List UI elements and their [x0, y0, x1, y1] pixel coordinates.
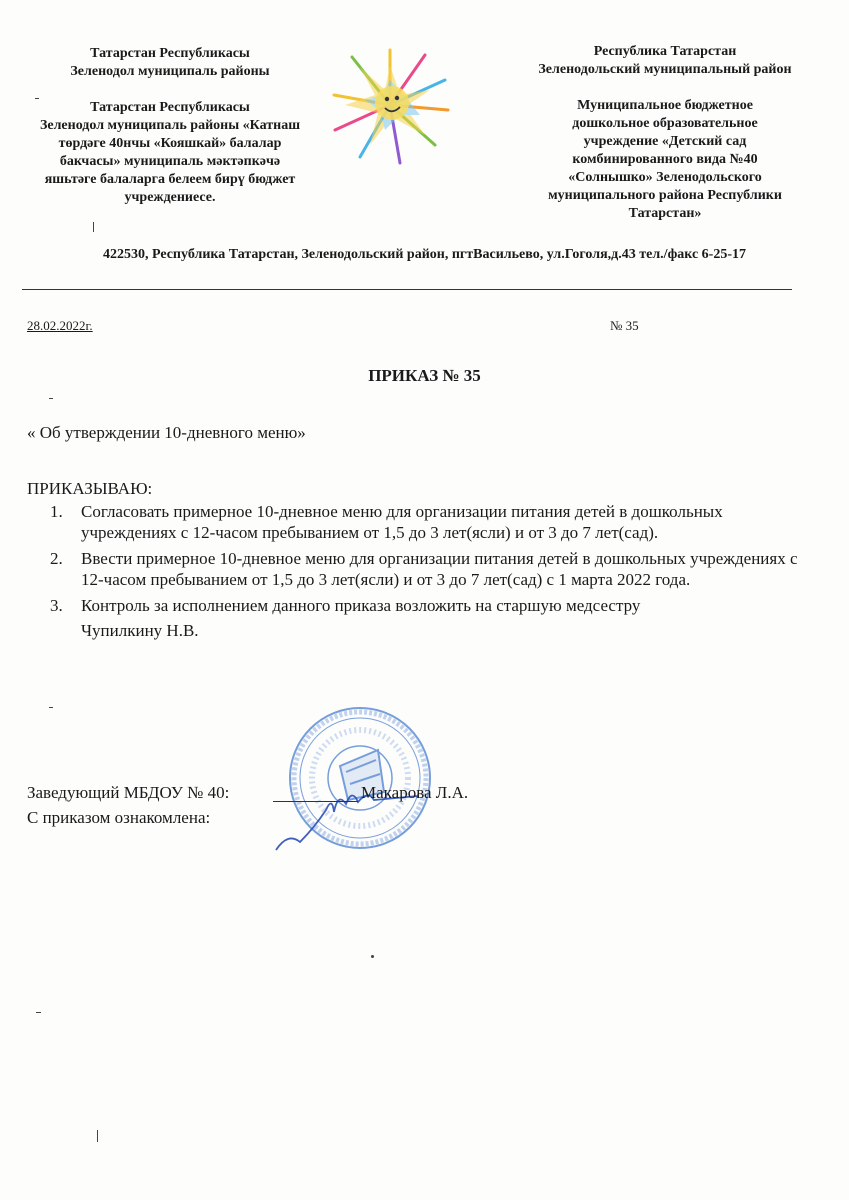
- acknowledged-label: С приказом ознакомлена:: [27, 808, 211, 827]
- scan-speck: [49, 398, 53, 399]
- right-line: Муниципальное бюджетное: [577, 98, 753, 113]
- official-stamp: [268, 700, 438, 860]
- sun-logo: [330, 45, 450, 165]
- order-items-list: [47, 501, 817, 646]
- right-line: Татарстан»: [628, 206, 702, 221]
- list-item: [47, 595, 817, 641]
- item-continuation: Чупилкину Н.В.: [81, 621, 199, 640]
- right-line: дошкольное образовательное: [572, 116, 758, 131]
- item-number: 1.: [50, 502, 63, 521]
- right-line: учреждение «Детский сад: [583, 134, 747, 149]
- document-number: № 35: [610, 318, 639, 333]
- header-left-tatar: [20, 45, 320, 207]
- item-text: Контроль за исполнением данного приказа возложить на старшую медсестру: [81, 596, 641, 615]
- list-item: [47, 548, 817, 590]
- left-line: төрдәге 40нчы «Кояшкай» балалар: [58, 136, 282, 151]
- list-item: [47, 501, 817, 543]
- scan-speck: [93, 222, 94, 232]
- right-line: муниципального района Республики: [548, 188, 782, 203]
- signature-line: [273, 801, 358, 802]
- scan-speck: [97, 1130, 98, 1142]
- left-line: Зеленодол муниципаль районы: [70, 64, 270, 79]
- right-line: «Солнышко» Зеленодольского: [568, 170, 762, 185]
- document-date: 28.02.2022г.: [27, 318, 93, 333]
- item-number: 3.: [50, 596, 63, 615]
- header-right-russian: [505, 43, 825, 223]
- head-label: Заведующий МБДОУ № 40:: [27, 783, 230, 802]
- header-divider: [22, 289, 792, 290]
- right-line: Зеленодольский муниципальный район: [538, 62, 792, 77]
- order-word: ПРИКАЗЫВАЮ:: [27, 479, 153, 498]
- left-line: Татарстан Республикасы: [90, 46, 250, 61]
- left-line: Татарстан Республикасы: [90, 100, 250, 115]
- scan-speck: [36, 1012, 41, 1013]
- head-name: Макарова Л.А.: [361, 783, 469, 802]
- scan-speck: [49, 707, 53, 708]
- item-number: 2.: [50, 549, 63, 568]
- item-text: Ввести примерное 10-дневное меню для организации питания детей в дошкольных учреждениях с 12-часом пребыванием от 1,5 до 3 лет(ясли) и от 3 до 7 лет(сад) с 1 марта 2022 года.: [81, 549, 798, 589]
- document-subject: « Об утверждении 10-дневного меню»: [27, 423, 306, 442]
- address-line: 422530, Республика Татарстан, Зеленодольский район, пгтВасильево, ул.Гоголя,д.43 тел./факс 6-25-17: [102, 247, 747, 262]
- left-line: учреждениесе.: [124, 190, 216, 205]
- scan-speck: [35, 98, 39, 99]
- left-line: яшьтәге балаларга белеем бирү бюджет: [44, 172, 296, 187]
- document-title: ПРИКАЗ № 35: [368, 366, 481, 385]
- right-line: комбинированного вида №40: [572, 152, 758, 167]
- right-line: Республика Татарстан: [593, 44, 737, 59]
- left-line: Зеленодол муниципаль районы «Катнаш: [39, 118, 301, 133]
- item-text: Согласовать примерное 10-дневное меню для организации питания детей в дошкольных учреждениях с 12-часом пребыванием от 1,5 до 3 лет(ясли) и от 3 до 7 лет(сад).: [81, 502, 723, 542]
- scan-speck: [371, 955, 374, 958]
- left-line: бакчасы» муниципаль мәктәпкәчә: [59, 154, 281, 169]
